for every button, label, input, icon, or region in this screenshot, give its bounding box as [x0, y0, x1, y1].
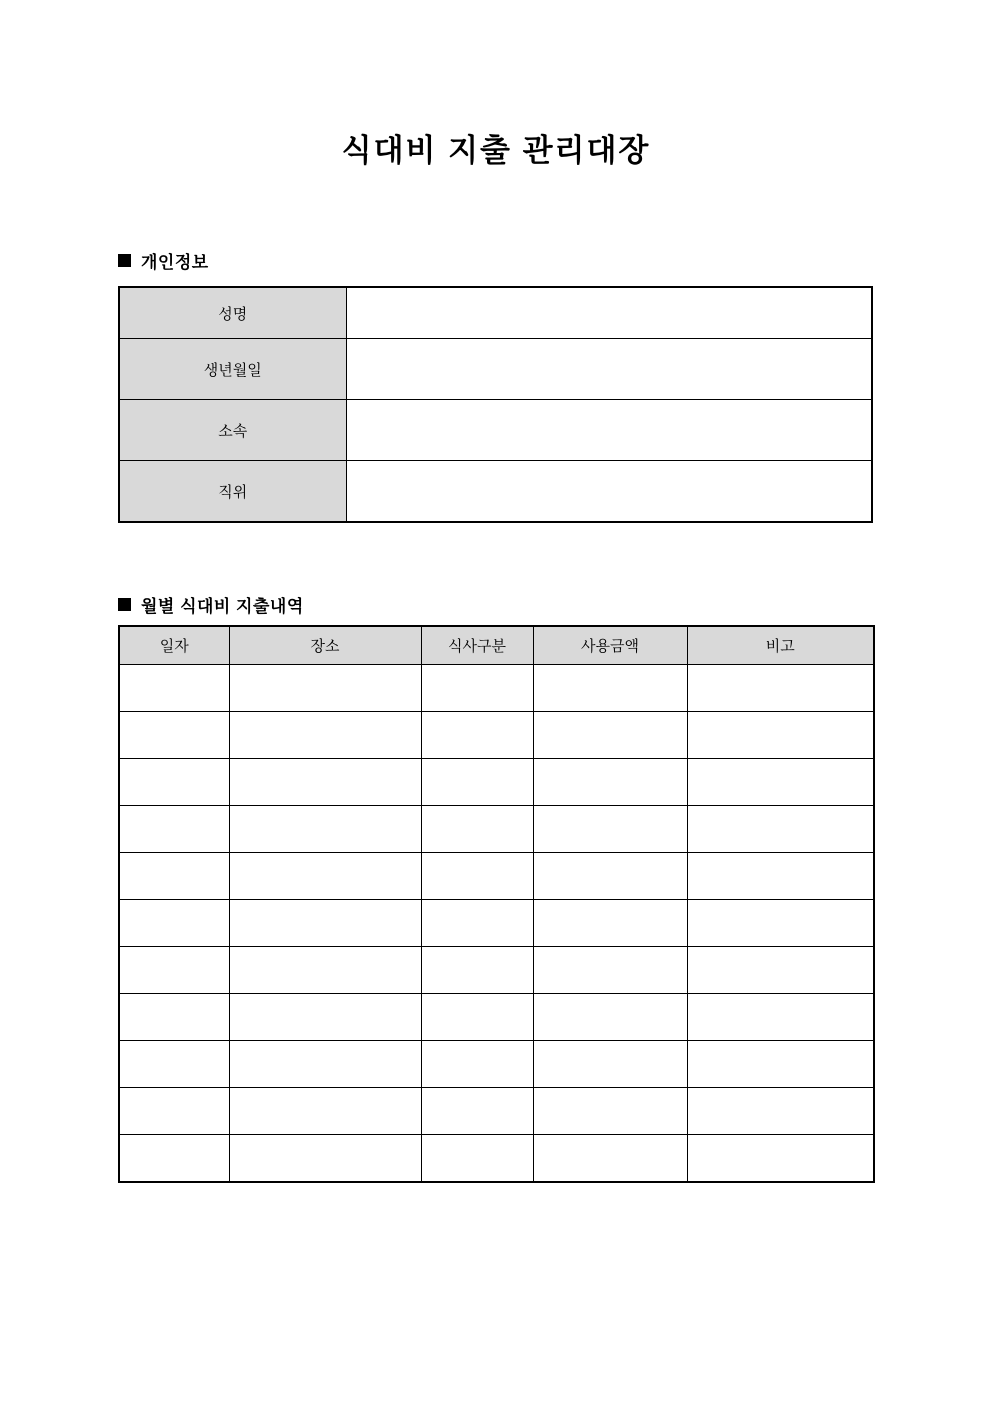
- square-bullet-icon: [118, 254, 131, 267]
- cell-date[interactable]: [119, 1088, 229, 1135]
- cell-meal-type[interactable]: [421, 806, 533, 853]
- cell-amount[interactable]: [533, 1135, 687, 1183]
- cell-amount[interactable]: [533, 994, 687, 1041]
- cell-place[interactable]: [229, 994, 421, 1041]
- cell-place[interactable]: [229, 806, 421, 853]
- field-value-name[interactable]: [346, 287, 872, 339]
- cell-date[interactable]: [119, 806, 229, 853]
- section-heading-monthly-expense: [118, 592, 304, 617]
- cell-amount[interactable]: [533, 900, 687, 947]
- cell-remarks[interactable]: [687, 665, 874, 712]
- cell-meal-type[interactable]: [421, 947, 533, 994]
- cell-amount[interactable]: [533, 806, 687, 853]
- cell-place[interactable]: [229, 853, 421, 900]
- cell-place[interactable]: [229, 712, 421, 759]
- cell-amount[interactable]: [533, 947, 687, 994]
- cell-meal-type[interactable]: [421, 900, 533, 947]
- table-row: [119, 759, 874, 806]
- cell-meal-type[interactable]: [421, 1088, 533, 1135]
- column-header-remarks: 비고: [687, 626, 874, 665]
- field-label-affiliation: 소속: [119, 400, 346, 461]
- table-row: [119, 1088, 874, 1135]
- cell-date[interactable]: [119, 900, 229, 947]
- section-heading-label: 월별 식대비 지출내역: [141, 597, 304, 616]
- cell-date[interactable]: [119, 994, 229, 1041]
- table-row: [119, 339, 872, 400]
- cell-date[interactable]: [119, 1041, 229, 1088]
- cell-place[interactable]: [229, 1041, 421, 1088]
- field-value-affiliation[interactable]: [346, 400, 872, 461]
- cell-date[interactable]: [119, 712, 229, 759]
- cell-place[interactable]: [229, 900, 421, 947]
- cell-remarks[interactable]: [687, 712, 874, 759]
- cell-amount[interactable]: [533, 1088, 687, 1135]
- monthly-expense-table: [118, 625, 875, 1183]
- cell-remarks[interactable]: [687, 1041, 874, 1088]
- table-row: [119, 853, 874, 900]
- cell-meal-type[interactable]: [421, 759, 533, 806]
- cell-amount[interactable]: [533, 853, 687, 900]
- section-heading-personal-info: [118, 248, 209, 273]
- cell-date[interactable]: [119, 853, 229, 900]
- cell-place[interactable]: [229, 947, 421, 994]
- cell-amount[interactable]: [533, 1041, 687, 1088]
- table-row: [119, 712, 874, 759]
- cell-amount[interactable]: [533, 712, 687, 759]
- table-header-row: [119, 626, 874, 665]
- cell-place[interactable]: [229, 1135, 421, 1183]
- table-row: [119, 806, 874, 853]
- column-header-date: 일자: [119, 626, 229, 665]
- cell-remarks[interactable]: [687, 947, 874, 994]
- field-value-position[interactable]: [346, 461, 872, 523]
- field-label-position: 직위: [119, 461, 346, 523]
- section-heading-label: 개인정보: [141, 253, 209, 272]
- cell-place[interactable]: [229, 665, 421, 712]
- field-label-name: 성명: [119, 287, 346, 339]
- cell-place[interactable]: [229, 1088, 421, 1135]
- cell-remarks[interactable]: [687, 1135, 874, 1183]
- cell-remarks[interactable]: [687, 994, 874, 1041]
- table-row: [119, 1135, 874, 1183]
- field-value-birthdate[interactable]: [346, 339, 872, 400]
- cell-remarks[interactable]: [687, 806, 874, 853]
- cell-amount[interactable]: [533, 759, 687, 806]
- table-row: [119, 287, 872, 339]
- personal-info-table: [118, 286, 873, 523]
- cell-amount[interactable]: [533, 665, 687, 712]
- cell-meal-type[interactable]: [421, 665, 533, 712]
- cell-date[interactable]: [119, 665, 229, 712]
- table-row: [119, 1041, 874, 1088]
- cell-remarks[interactable]: [687, 900, 874, 947]
- table-row: [119, 900, 874, 947]
- cell-meal-type[interactable]: [421, 994, 533, 1041]
- table-row: [119, 947, 874, 994]
- field-label-birthdate: 생년월일: [119, 339, 346, 400]
- cell-remarks[interactable]: [687, 1088, 874, 1135]
- page-title: 식대비 지출 관리대장: [341, 133, 651, 168]
- cell-remarks[interactable]: [687, 853, 874, 900]
- table-row: [119, 994, 874, 1041]
- cell-date[interactable]: [119, 759, 229, 806]
- cell-meal-type[interactable]: [421, 712, 533, 759]
- cell-date[interactable]: [119, 947, 229, 994]
- table-row: [119, 665, 874, 712]
- cell-meal-type[interactable]: [421, 1135, 533, 1183]
- cell-place[interactable]: [229, 759, 421, 806]
- column-header-amount: 사용금액: [533, 626, 687, 665]
- table-row: [119, 461, 872, 523]
- square-bullet-icon: [118, 598, 131, 611]
- column-header-place: 장소: [229, 626, 421, 665]
- cell-remarks[interactable]: [687, 759, 874, 806]
- column-header-meal-type: 식사구분: [421, 626, 533, 665]
- cell-meal-type[interactable]: [421, 1041, 533, 1088]
- table-row: [119, 400, 872, 461]
- cell-meal-type[interactable]: [421, 853, 533, 900]
- cell-date[interactable]: [119, 1135, 229, 1183]
